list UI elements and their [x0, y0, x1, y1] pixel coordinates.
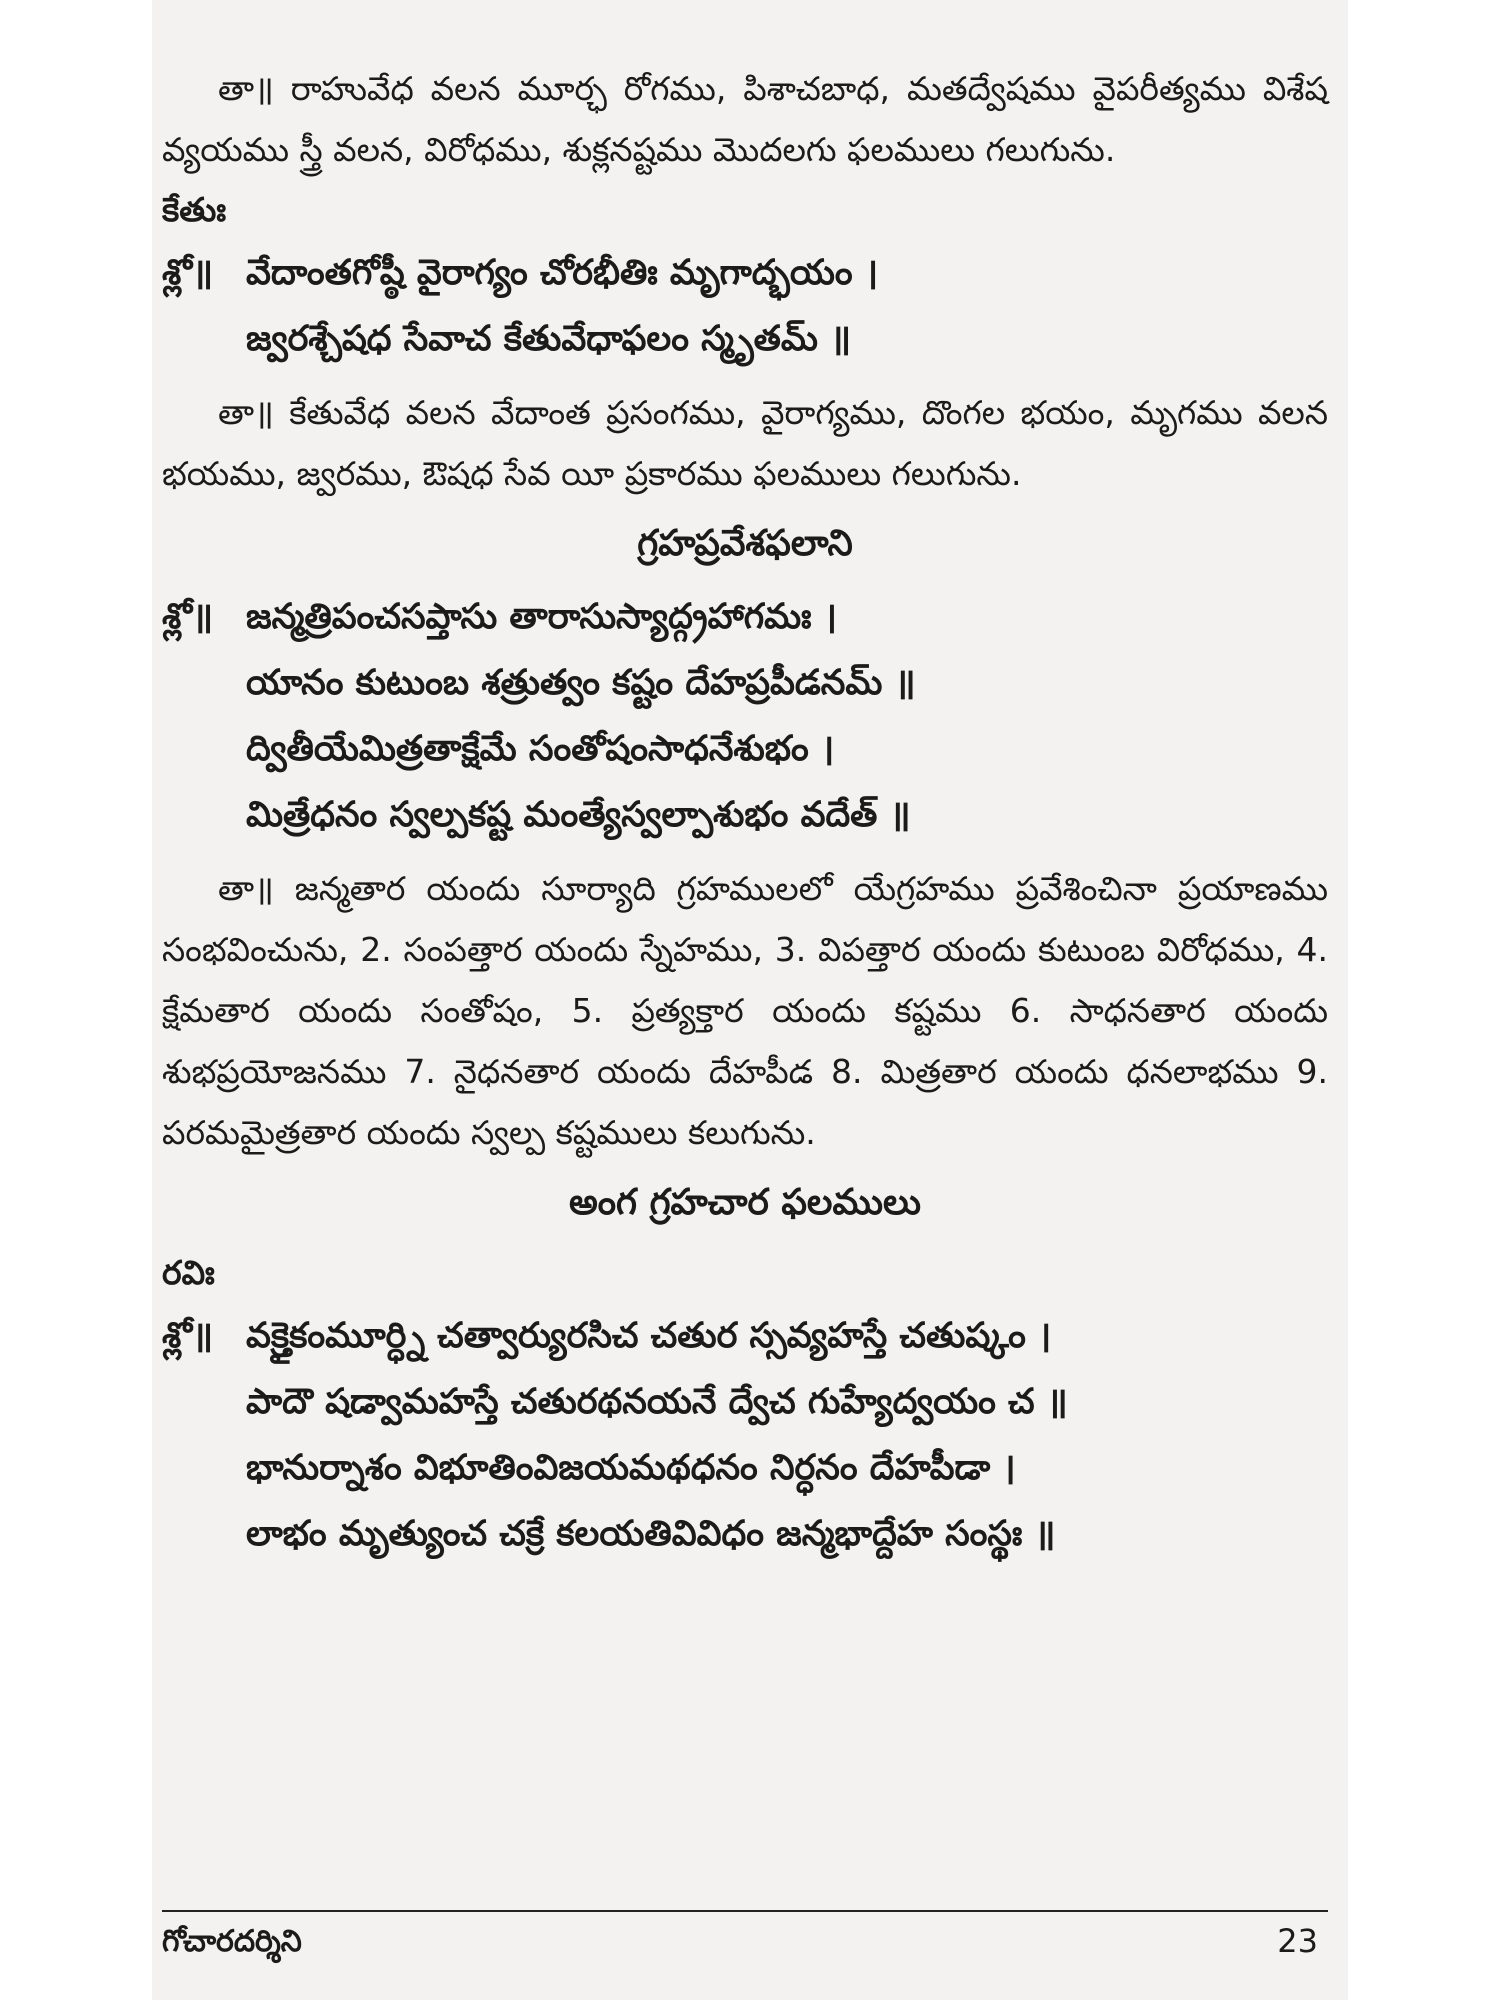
- pravesha-sloka-text-1: జన్మత్రిపంచసప్తాసు తారాసుస్యాద్గ్రహాగమః ।: [246, 597, 837, 637]
- ravi-sloka-text-1: వక్త్రైకంమూర్ధ్ని చత్వార్యురసిచ చతుర స్సవ్యహస్తే చతుష్కం ।: [246, 1316, 1052, 1356]
- ravi-sloka-line-1: [162, 1303, 1328, 1369]
- pravesha-meaning-paragraph: తా॥ జన్మతార యందు సూర్యాది గ్రహములలో యేగ్రహము ప్రవేశించినా ప్రయాణము సంభవించును, 2. సంపత్తార యందు స్నేహము, 3. విపత్తార యందు కుటుంబ విరోధము, 4. క్షేమతార యందు సంతోషం, 5. ప్రత్యక్తార యందు కష్టము 6. సాధనతార యందు శుభప్రయోజనము 7. నైధనతార యందు దేహపీడ 8. మిత్రతార యందు ధనలాభము 9. పరమమైత్రతార యందు స్వల్ప కష్టములు కలుగును.: [162, 869, 1328, 1152]
- pravesha-sloka-line-2: యానం కుటుంబ శత్రుత్వం కష్టం దేహప్రపీడనమ్ ॥: [246, 663, 916, 703]
- sloka-mark: శ్లో॥: [162, 597, 214, 637]
- ketu-sloka-text-1: వేదాంతగోష్ఠీ వైరాగ్యం చోరభీతిః మృగాద్భయం ।: [246, 253, 879, 293]
- ravi-sloka-line-3: భానుర్నాశం విభూతింవిజయమథధనం నిర్ధనం దేహపీడా ।: [246, 1448, 1016, 1488]
- ravi-sloka-line-2: పాదౌ షడ్వామహస్తే చతురథనయనే ద్వేచ గుహ్యేద్వయం చ ॥: [246, 1382, 1068, 1422]
- sloka-mark: శ్లో॥: [162, 253, 214, 293]
- book-title: గోచారదర్శిని: [162, 1924, 302, 1959]
- pravesha-sloka-line-3: ద్వితీయేమిత్రతాక్షేమే సంతోషంసాధనేశుభం ।: [246, 729, 835, 769]
- page-number: 23: [1277, 1922, 1318, 1960]
- ravi-sloka-line-4: లాభం మృత్యుంచ చక్రే కలయతివివిధం జన్మభాద్దేహ సంస్థః ॥: [246, 1514, 1056, 1554]
- ketu-sloka: [162, 240, 1328, 372]
- pravesha-sloka-line-1: [162, 584, 1328, 650]
- rahu-meaning-paragraph: తా॥ రాహువేధ వలన మూర్ఛ రోగము, పిశాచబాధ, మతద్వేషము వైపరీత్యము విశేష వ్యయము స్త్రీ వలన, విరోధము, శుక్లనష్టము మొదలగు ఫలములు గలుగును.: [162, 69, 1328, 169]
- ketu-sloka-line-2: జ్వరశ్చేషధ సేవాచ కేతువేధాఫలం స్మృతమ్ ॥: [246, 319, 852, 359]
- ravi-label: రవిః: [162, 1253, 215, 1292]
- spacer: [162, 372, 1328, 382]
- pravesha-sloka-line-4: మిత్రేధనం స్వల్పకష్ట మంత్యేస్వల్పాశుభం వదేత్ ॥: [246, 795, 911, 835]
- spacer: [162, 848, 1328, 858]
- page-content: [162, 58, 1328, 1567]
- ketu-label: కేతుః: [162, 190, 227, 229]
- ketu-meaning-paragraph: తా॥ కేతువేధ వలన వేదాంత ప్రసంగము, వైరాగ్యము, దొంగల భయం, మృగము వలన భయము, జ్వరము, ఔషధ సేవ యీ ప్రకారము ఫలములు గలుగును.: [162, 393, 1328, 493]
- section-heading-anga-grahachara: అంగ గ్రహచార ఫలములు: [569, 1182, 921, 1223]
- book-page: [152, 0, 1348, 2000]
- page-footer: [162, 1910, 1328, 1992]
- pravesha-sloka: [162, 584, 1328, 848]
- ravi-sloka: [162, 1303, 1328, 1567]
- ketu-sloka-line-1: [162, 240, 1328, 306]
- section-heading-graha-pravesha: గ్రహప్రవేశఫలాని: [637, 523, 853, 564]
- sloka-mark: శ్లో॥: [162, 1316, 214, 1356]
